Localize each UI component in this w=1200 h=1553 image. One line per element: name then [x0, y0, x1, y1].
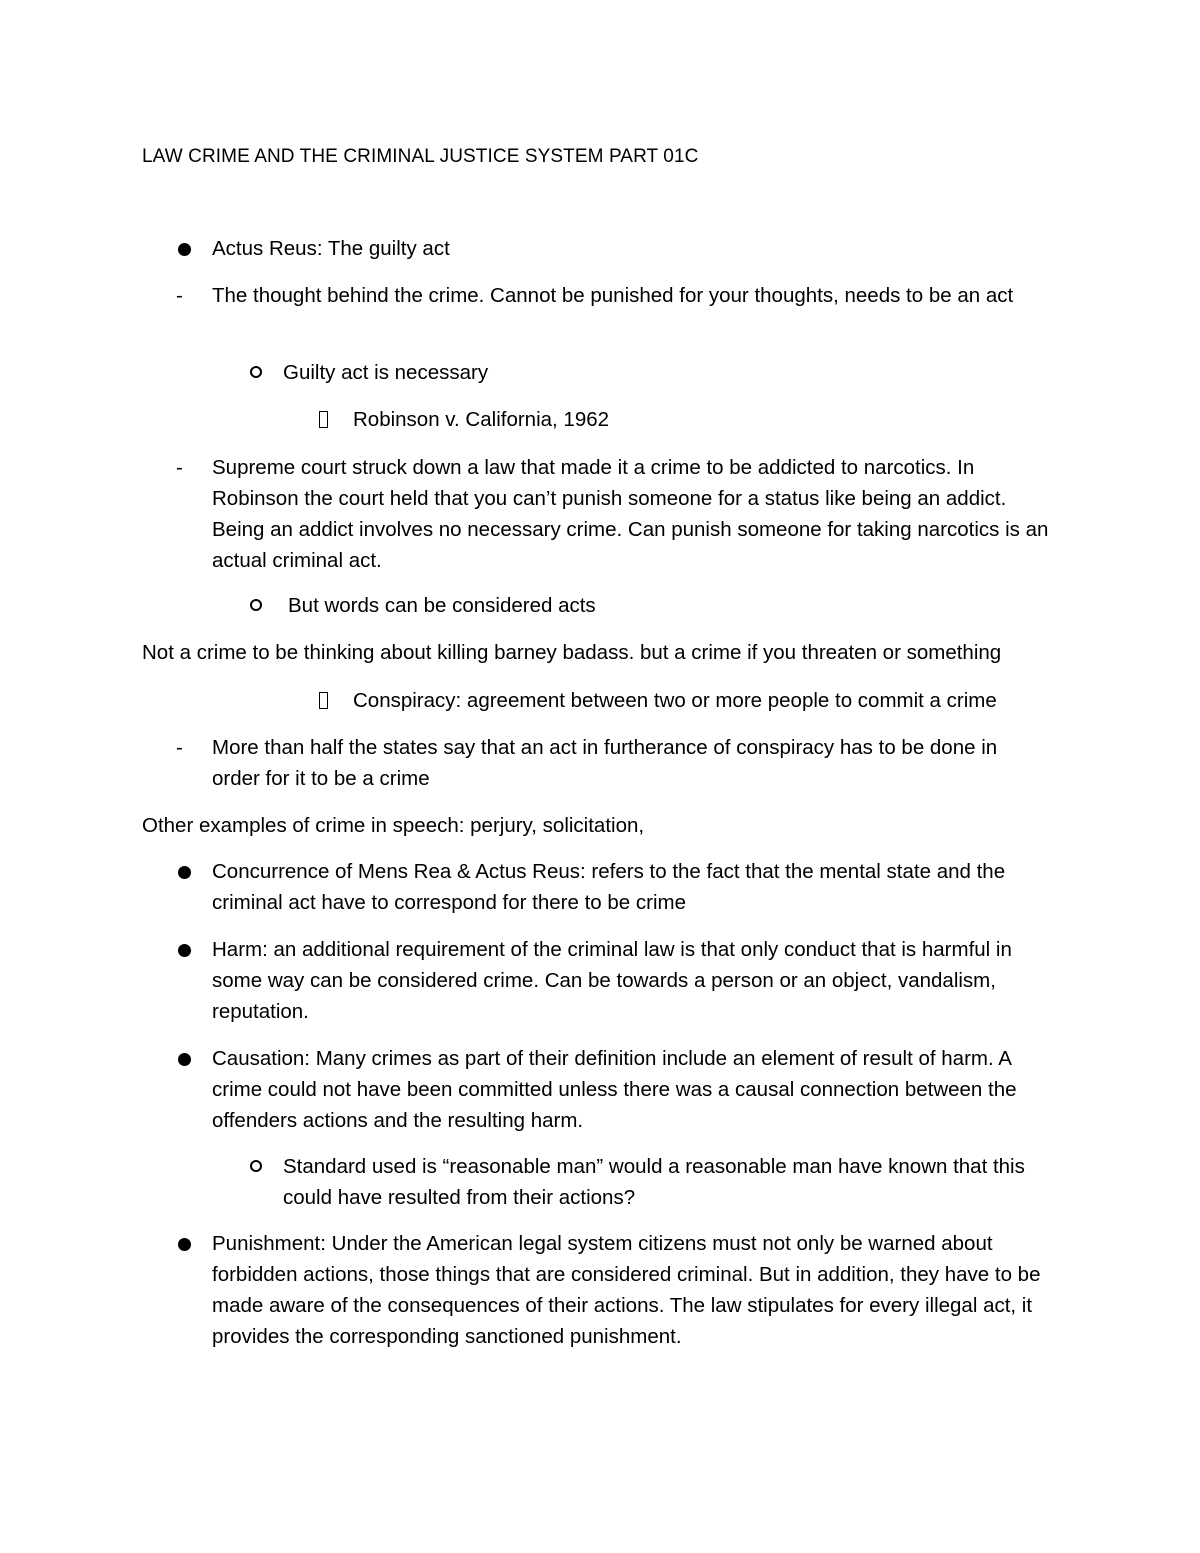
paragraph-text: Not a crime to be thinking about killing barney badass. but a crime if you threaten or something: [142, 641, 1002, 664]
list-item-text: Actus Reus: The guilty act: [212, 237, 450, 260]
list-item-text: But words can be considered acts: [288, 594, 596, 617]
list-item-text: Guilty act is necessary: [283, 361, 489, 384]
list-item: [142, 856, 1047, 918]
list-item-text: Robinson v. California, 1962: [353, 408, 610, 431]
list-item: [142, 452, 1047, 576]
circle-bullet-icon: [250, 599, 262, 611]
list-item: [142, 357, 1042, 388]
circle-bullet-icon: [250, 1160, 262, 1172]
list-item-text: The thought behind the crime. Cannot be punished for your thoughts, needs to be an act: [212, 284, 1014, 307]
paragraph: [142, 810, 1042, 841]
paragraph: [142, 637, 1057, 668]
bullet-icon: [178, 243, 191, 256]
circle-bullet-icon: [250, 366, 262, 378]
list-item: [142, 280, 1042, 342]
list-item: [142, 404, 1042, 435]
list-item-text: Punishment: Under the American legal system citizens must not only be warned about forbidden actions, those things that are considered criminal. But in addition, they have to be made aware of the consequences of their actions. The law stipulates for every illegal act, it provides the corresponding sanctioned punishment.: [212, 1232, 1041, 1348]
list-item-text: More than half the states say that an act in furtherance of conspiracy has to be done in order for it to be a crime: [212, 736, 998, 790]
paragraph-text: Other examples of crime in speech: perjury, solicitation,: [142, 814, 645, 837]
list-item: [142, 934, 1052, 1027]
list-item-text: Causation: Many crimes as part of their definition include an element of result of harm. A crime could not have been committed unless there was a causal connection between the offenders actions and the resulting harm.: [212, 1047, 1017, 1132]
list-item: [142, 233, 1042, 264]
document-title: LAW CRIME AND THE CRIMINAL JUSTICE SYSTEM PART 01C: [142, 146, 699, 167]
list-item: [142, 732, 1047, 794]
dash-icon: -: [176, 456, 183, 479]
list-item-text: Supreme court struck down a law that made it a crime to be addicted to narcotics. In Robinson the court held that you can’t punish someone for a status like being an addict. Being an addict involves no necessary crime. Can punish someone for taking narcotics is an actual criminal act.: [212, 456, 1049, 572]
dash-icon: -: [176, 736, 183, 759]
bullet-icon: [178, 944, 191, 957]
bullet-icon: [178, 1053, 191, 1066]
bullet-icon: [178, 866, 191, 879]
list-item: [142, 1151, 1042, 1213]
list-item: [142, 1043, 1047, 1136]
list-item-text: Concurrence of Mens Rea & Actus Reus: refers to the fact that the mental state and the criminal act have to correspond for there to be crime: [212, 860, 1006, 914]
list-item: [142, 590, 1042, 621]
list-item-text: Standard used is “reasonable man” would a reasonable man have known that this could have resulted from their actions?: [283, 1155, 1025, 1209]
list-item-text: Conspiracy: agreement between two or more people to commit a crime: [353, 689, 997, 712]
list-item: [142, 685, 1042, 716]
list-item: [142, 1228, 1047, 1352]
square-bullet-icon: [319, 411, 328, 428]
dash-icon: -: [176, 284, 183, 307]
list-item-text: Harm: an additional requirement of the criminal law is that only conduct that is harmful in some way can be considered crime. Can be towards a person or an object, vandalism, reputation.: [212, 938, 1012, 1023]
bullet-icon: [178, 1238, 191, 1251]
square-bullet-icon: [319, 692, 328, 709]
